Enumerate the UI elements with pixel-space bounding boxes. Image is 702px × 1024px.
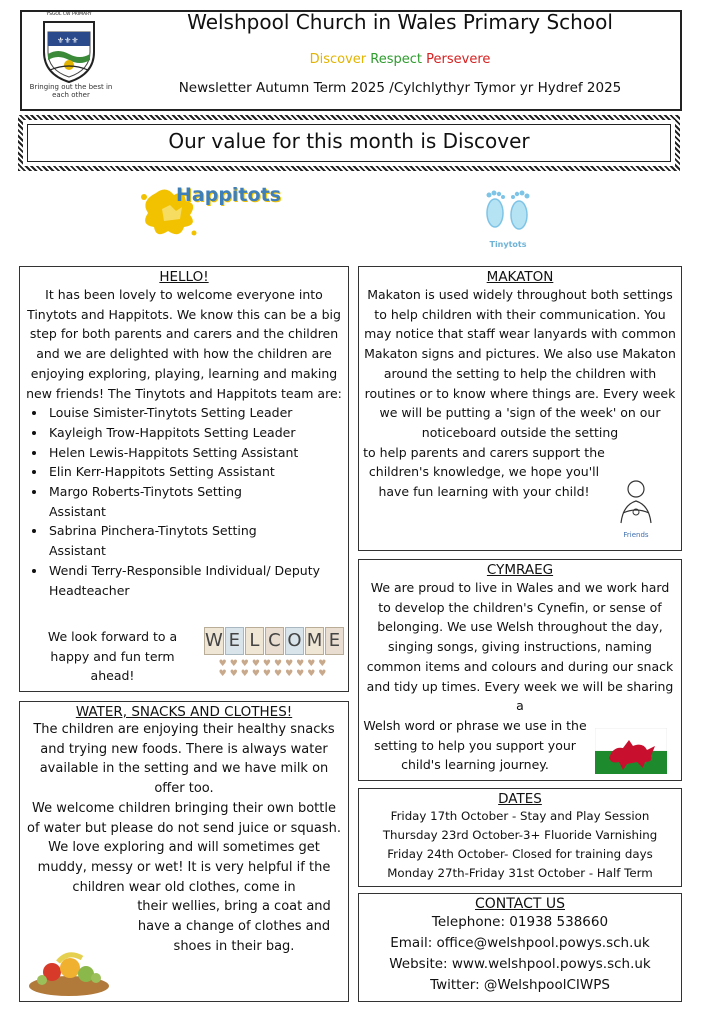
cymraeg-title: CYMRAEG	[486, 562, 554, 578]
motto-discover: Discover	[309, 52, 367, 67]
welcome-letter: L	[245, 627, 264, 655]
cymraeg-box	[358, 559, 682, 781]
list-item: • Kayleigh Trow-Happitots Setting Leader	[47, 423, 348, 443]
date-item: Friday 24th October- Closed for training days	[387, 847, 653, 861]
water-title: WATER, SNACKS AND CLOTHES!	[75, 704, 293, 720]
dates-title: DATES	[498, 791, 542, 807]
contact-telephone[interactable]: Telephone: 01938 538660	[431, 914, 609, 930]
makaton-title: MAKATON	[486, 269, 554, 285]
welcome-letter: M	[305, 627, 324, 655]
school-crest-icon	[40, 18, 98, 84]
school-motto	[140, 52, 660, 67]
welcome-letter: E	[325, 627, 344, 655]
value-banner	[18, 115, 680, 171]
water-para-2: We welcome children bringing their own bottle of water but please do not send juice or squash.	[27, 800, 341, 836]
staff-list	[20, 403, 348, 600]
contact-website[interactable]: Website: www.welshpool.powys.sch.uk	[389, 956, 651, 972]
dates-box	[358, 788, 682, 887]
school-name: Welshpool Church in Wales Primary School	[187, 10, 613, 34]
hello-closing: We look forward to a happy and fun term ahead!	[47, 629, 178, 684]
contact-twitter[interactable]: Twitter: @WelshpoolCIWPS	[430, 977, 610, 993]
makaton-friends-sign-icon	[609, 477, 663, 533]
list-item: • Sabrina Pinchera-Tinytots Setting Assistant	[47, 521, 348, 560]
motto-persevere: Persevere	[426, 52, 491, 67]
welcome-letter: E	[225, 627, 244, 655]
makaton-text-tail: to help parents and carers support the children's knowledge, we hope you'll have fun learning with your child!	[363, 444, 605, 500]
value-of-month: Our value for this month is Discover	[27, 124, 671, 162]
water-para-3-tail: their wellies, bring a coat and have a change of clothes and shoes in their bag.	[137, 899, 331, 954]
list-item: • Margo Roberts-Tinytots Setting Assistant	[47, 482, 348, 521]
hello-title: HELLO!	[159, 269, 209, 285]
crest-ring-text: YSGOL CW PRIMARY	[46, 12, 92, 17]
list-item: • Wendi Terry-Responsible Individual/ Deputy Headteacher	[47, 561, 348, 600]
cymraeg-text-tail: Welsh word or phrase we use in the setting to help you support your child's learning journey.	[363, 717, 587, 773]
hello-box	[19, 266, 349, 692]
svg-text:⚜⚜⚜: ⚜⚜⚜	[57, 36, 79, 45]
welcome-letter: O	[285, 627, 304, 655]
welcome-letters	[204, 627, 344, 655]
water-box	[19, 701, 349, 1002]
list-item: • Louise Simister-Tinytots Setting Leader	[47, 403, 348, 423]
list-item: • Elin Kerr-Happitots Setting Assistant	[47, 462, 348, 482]
hearts-decoration-icon: ♥♥♥♥♥♥♥♥♥♥ ♥♥♥♥♥♥♥♥♥♥	[218, 659, 330, 679]
welsh-flag-icon	[595, 728, 667, 774]
water-para-3: We love exploring and will sometimes get muddy, messy or wet! It is very helpful if the children wear old clothes, come in	[37, 840, 331, 895]
list-item: • Helen Lewis-Happitots Setting Assistant	[47, 443, 348, 463]
contact-box	[358, 893, 682, 1002]
date-item: Thursday 23rd October-3+ Fluoride Varnishing	[382, 828, 658, 842]
welcome-letter: C	[265, 627, 284, 655]
welcome-letter: W	[204, 627, 224, 655]
fruit-basket-icon	[24, 948, 114, 998]
contact-title: CONTACT US	[475, 896, 565, 912]
happitots-logo-text: Happitots	[176, 184, 281, 206]
logo-caption: Bringing out the best in each other	[29, 83, 113, 99]
contact-email[interactable]: Email: office@welshpool.powys.sch.uk	[390, 935, 650, 951]
date-item: Friday 17th October - Stay and Play Session	[390, 809, 650, 823]
welcome-banner	[204, 627, 344, 679]
cymraeg-text: We are proud to live in Wales and we work hard to develop the children's Cynefin, or sense of belonging. We use Welsh throughout the day, singing songs, giving instructions, naming common items and colours and during our snack and tidy up times. Every week we will be sharing a	[366, 580, 674, 714]
makaton-box	[358, 266, 682, 551]
newsletter-title: Newsletter Autumn Term 2025 /Cylchlythyr Tymor yr Hydref 2025	[178, 80, 622, 96]
motto-respect: Respect	[370, 52, 422, 67]
water-para-1: The children are enjoying their healthy snacks and trying new foods. There is always water available in the setting and we have milk on offer too.	[33, 722, 335, 797]
makaton-text: Makaton is used widely throughout both settings to help children with their communication. You may notice that staff wear lanyards with common Makaton signs and pictures. We also use Makaton around the setting to help the children with routines or to know where things are. Every week we will be putting a 'sign of the week' on our noticeboard outside the setting	[364, 287, 676, 440]
makaton-sign-label: Friends	[623, 531, 649, 539]
hello-intro: It has been lovely to welcome everyone into Tinytots and Happitots. We know this can be a big step for both parents and carers and the children and we are delighted with how the children are enjoying exploring, playing, learning and making new friends! The Tinytots and Happitots team are:	[26, 287, 342, 401]
date-item: Monday 27th-Friday 31st October - Half Term	[387, 866, 653, 880]
tinytots-logo-text: Tinytots	[489, 240, 527, 249]
tinytots-footprints-icon	[478, 185, 538, 237]
